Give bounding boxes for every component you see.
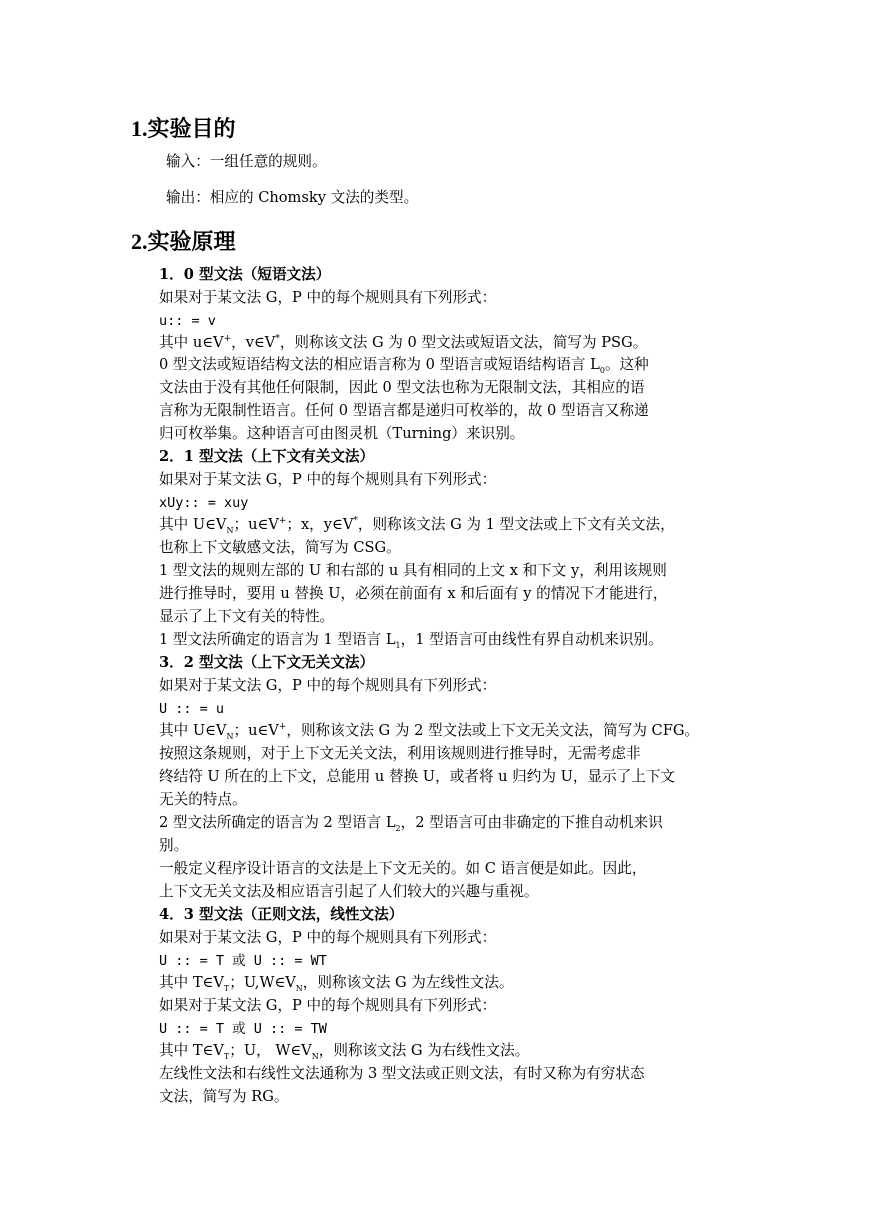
type1-paragraph-line: 显示了上下文有关的特性。: [159, 608, 335, 625]
type2-definition: 其中 $U\in V_N$；u∈V+，则称该文法 G 为 2 型文法或上下文无关文法，简写为 CFG。: [159, 722, 700, 741]
type0-intro: 如果对于某文法 G，P 中的每个规则具有下列形式：: [159, 289, 497, 306]
type2-language-line-cont: 别。: [159, 837, 189, 854]
type1-title: 2．1 型文法（上下文有关文法）: [159, 448, 375, 465]
type3-paragraph-line: 文法，简写为 RG。: [159, 1088, 289, 1105]
type0-paragraph-line: 归可枚举集。这种语言可由图灵机（Turning）来识别。: [159, 425, 525, 442]
type2-paragraph-line: 上下文无关文法及相应语言引起了人们较大的兴趣与重视。: [159, 883, 539, 900]
section-heading-experiment-principle: 2.实验原理: [131, 229, 236, 254]
type2-paragraph-line: 终结符 U 所在的上下文，总能用 u 替换 U，或者将 u 归约为 U，显示了上下文: [159, 768, 676, 785]
type2-paragraph-line: 按照这条规则，对于上下文无关文法，利用该规则进行推导时，无需考虑非: [159, 745, 641, 762]
type1-definition: 其中 $U\in V_N$；u∈V+；x，y∈V*，则称该文法 G 为 1 型文法或上下文有关文法，: [159, 516, 675, 535]
type0-paragraph-line: 0 型文法或短语结构文法的相应语言称为 0 型语言或短语结构语言 $L_0$。这种: [159, 356, 649, 375]
output-line: 输出：相应的 Chomsky 文法的类型。: [166, 189, 419, 206]
type0-paragraph-line: 文法由于没有其他任何限制，因此 0 型文法也称为无限制文法，其相应的语: [159, 379, 645, 396]
type3-intro-right: 如果对于某文法 G，P 中的每个规则具有下列形式：: [159, 997, 497, 1014]
type3-paragraph-line: 左线性文法和右线性文法通称为 3 型文法或正则文法，有时又称为有穷状态: [159, 1065, 645, 1082]
type0-title: 1．0 型文法（短语文法）: [159, 266, 331, 283]
type0-definition: 其中 u∈V+，v∈V*，则称该文法 G 为 0 型文法或短语文法，简写为 PSG。: [159, 334, 648, 351]
input-line: 输入：一组任意的规则。: [166, 153, 327, 170]
type3-title: 4．3 型文法（正则文法，线性文法）: [159, 906, 404, 923]
type3-intro-left: 如果对于某文法 G，P 中的每个规则具有下列形式：: [159, 929, 497, 946]
type1-definition-cont: 也称上下文敏感文法，简写为 CSG。: [159, 539, 401, 556]
type3-rule-left: U :: = T 或 U :: = WT: [159, 953, 327, 969]
type1-rule: xUy:: = xuy: [159, 495, 249, 511]
type2-title: 3．2 型文法（上下文无关文法）: [159, 654, 375, 671]
type0-rule: u:: = v: [159, 313, 216, 329]
type1-language-line: 1 型文法所确定的语言为 1 型语言 $L_1$，1 型语言可由线性有界自动机来识别。: [159, 631, 663, 650]
type2-intro: 如果对于某文法 G，P 中的每个规则具有下列形式：: [159, 677, 497, 694]
section-heading-experiment-purpose: 1.实验目的: [131, 116, 236, 141]
type2-paragraph-line: 一般定义程序设计语言的文法是上下文无关的。如 C 语言便是如此。因此，: [159, 860, 647, 877]
type1-paragraph-line: 1 型文法的规则左部的 U 和右部的 u 具有相同的上文 x 和下文 y，利用该规则: [159, 562, 667, 579]
type3-definition-left: 其中 $T\in V_T$；$U,W\in V_N$，则称该文法 G 为左线性文法。: [159, 974, 514, 993]
type0-paragraph-line: 言称为无限制性语言。任何 0 型语言都是递归可枚举的，故 0 型语言又称递: [159, 402, 649, 419]
type1-paragraph-line: 进行推导时，要用 u 替换 U，必须在前面有 x 和后面有 y 的情况下才能进行，: [159, 585, 668, 602]
type2-rule: U :: = u: [159, 701, 225, 717]
type3-rule-right: U :: = T 或 U :: = TW: [159, 1021, 327, 1037]
type2-paragraph-line: 无关的特点。: [159, 791, 247, 808]
type3-definition-right: 其中 $T\in V_T$；U， $W\in V_N$，则称该文法 G 为右线性文法。: [159, 1042, 530, 1061]
type1-intro: 如果对于某文法 G，P 中的每个规则具有下列形式：: [159, 471, 497, 488]
type2-language-line: 2 型文法所确定的语言为 2 型语言 $L_2$，2 型语言可由非确定的下推自动机来识: [159, 814, 663, 833]
